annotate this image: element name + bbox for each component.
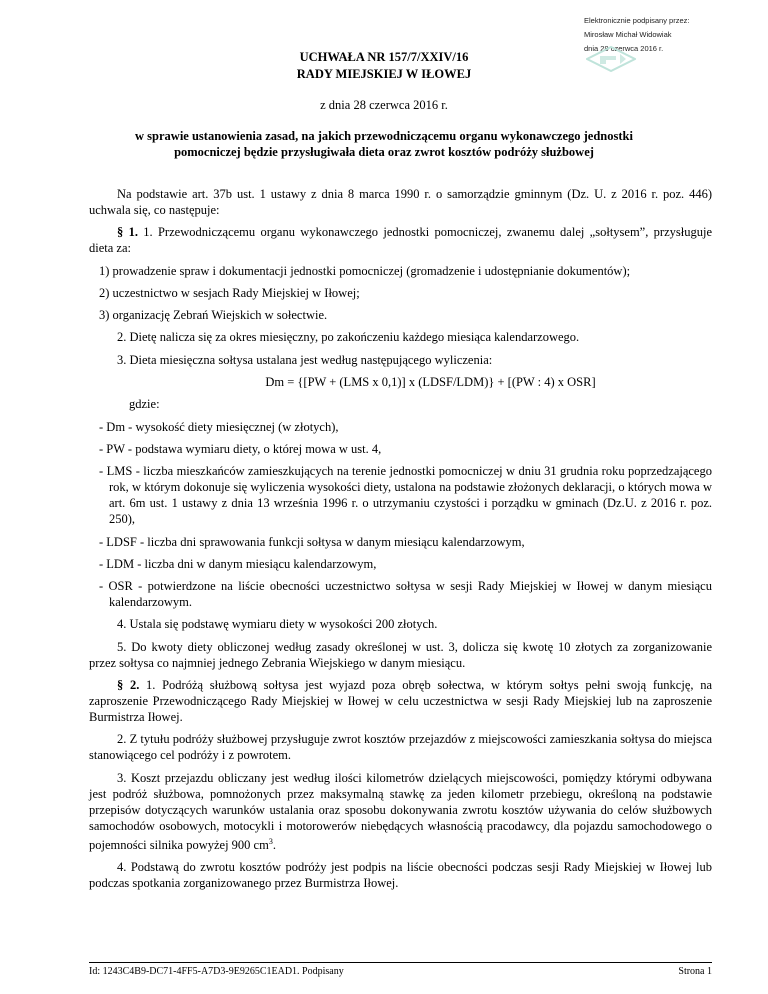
resolution-title <box>0 49 768 83</box>
section-1-paragraph-1-text: 1. Przewodniczącemu organu wykonawczego jednostki pomocniczej, zwanemu dalej „sołtysem”, przysługuje dieta za: <box>89 225 712 256</box>
list-item-3: 3) organizację Zebrań Wiejskich w sołectwie. <box>99 308 328 323</box>
legal-basis-paragraph: Na podstawie art. 37b ust. 1 ustawy z dnia 8 marca 1990 r. o samorządzie gminnym (Dz. U. z 2016 r. poz. 446) uchwala się, co następuje: <box>89 187 712 217</box>
definition-ldm: - LDM - liczba dni w danym miesiącu kalendarzowym, <box>99 556 377 571</box>
document-body <box>89 186 712 897</box>
cubic-superscript: 3 <box>268 836 273 846</box>
subject-line-1: w sprawie ustanowienia zasad, na jakich przewodniczącemu organu wykonawczego jednostki <box>135 129 633 143</box>
definition-lms: - LMS - liczba mieszkańców zamieszkujących na terenie jednostki pomocniczej w dniu 31 grudnia roku poprzedzającego rok, w którym dokonuje się wyliczenia wysokości diety, ustalona na podstawie złożonych deklaracji, o których mowa w art. 6m ust. 1 ustawy z dnia 13 września 1996 r. o utrzymaniu czystości i porządku w gminach (Dz.U. z 2016 r. poz. 250), <box>99 464 712 527</box>
resolution-subject <box>0 128 768 160</box>
list-item-2: 2) uczestnictwo w sesjach Rady Miejskiej w Iłowej; <box>99 285 360 300</box>
section-2-paragraph-4: 4. Podstawą do zwrotu kosztów podróży jest podpis na liście obecności podczas sesji Rady Miejskiej w Iłowej lub podczas spotkania zorganizowanego przez Burmistrza Iłowej. <box>89 860 712 891</box>
section-1-paragraph-2: 2. Dietę nalicza się za okres miesięczny, po zakończeniu każdego miesiąca kalendarzowego. <box>117 330 580 345</box>
diet-formula: Dm = {[PW + (LMS x 0,1)] x (LDSF/LDM)} + [(PW : 4) x OSR] <box>265 375 596 390</box>
section-1-paragraph-4: 4. Ustala się podstawę wymiaru diety w wysokości 200 złotych. <box>117 617 438 632</box>
definition-dm: - Dm - wysokość diety miesięcznej (w złotych), <box>99 419 339 434</box>
title-line-2: RADY MIEJSKIEJ W IŁOWEJ <box>296 67 472 81</box>
definition-ldsf: - LDSF - liczba dni sprawowania funkcji sołtysa w danym miesiącu kalendarzowym, <box>99 534 525 549</box>
footer-divider <box>89 962 712 963</box>
section-2-paragraph-3 <box>89 770 712 853</box>
document-id: Id: 1243C4B9-DC71-4FF5-A7D3-9E9265C1EAD1. Podpisany <box>89 966 344 977</box>
signature-line-2: Mirosław Michał Widowiak <box>584 30 672 39</box>
resolution-date: z dnia 28 czerwca 2016 r. <box>320 98 448 112</box>
list-item-1: 1) prowadzenie spraw i dokumentacji jednostki pomocniczej (gromadzenie i udostępnianie dokumentów); <box>99 263 631 278</box>
section-2-paragraph-2: 2. Z tytułu podróży służbowej przysługuje zwrot kosztów przejazdów z miejscowości zamieszkania sołtysa do miejsca stanowiącego cel podróży i z powrotem. <box>89 732 712 763</box>
definition-pw: - PW - podstawa wymiaru diety, o której mowa w ust. 4, <box>99 441 382 456</box>
section-2-mark: § 2. <box>117 678 140 693</box>
section-2-paragraph-1-text: 1. Podróżą służbową sołtysa jest wyjazd poza obręb sołectwa, w którym sołtys pełni swoją funkcję, na zaproszenie Przewodniczącego Rady Miejskiej w Iłowej w celu uczestnictwa w sesji Rady Miejskiej lub na zaproszenie Burmistrza Iłowej. <box>89 678 712 725</box>
section-2-paragraph-1 <box>89 677 712 725</box>
page-number: Strona 1 <box>678 966 712 977</box>
section-1-paragraph-3: 3. Dieta miesięczna sołtysa ustalana jest według następującego wyliczenia: <box>117 352 493 367</box>
section-2-paragraph-3-text: 3. Koszt przejazdu obliczany jest według ilości kilometrów dzielących miejscowości, pomiędzy którymi odbywana jest podróż służbowa, pomnożonych przez maksymalną stawkę za jeden kilometr przebiegu, określoną na podstawie przepisów dotyczących warunków ustalania oraz sposobu dokonywania zwrotu kosztów używania do celów służbowych samochodów osobowych, motocykli i motorowerów niebędących własnością pracodawcy, dla pojazdu samochodowego o pojemności silnika powyżej 900 cm <box>89 770 712 852</box>
subject-line-2: pomocniczej będzie przysługiwała dieta oraz zwrot kosztów podróży służbowej <box>174 145 594 159</box>
section-1-paragraph-5: 5. Do kwoty diety obliczonej według zasady określonej w ust. 3, dolicza się kwotę 10 złotych za zorganizowanie przez sołtysa co najmniej jednego Zebrania Wiejskiego w danym miesiącu. <box>89 639 712 670</box>
signature-line-3: dnia 28 czerwca 2016 r. <box>584 44 664 53</box>
definition-osr: - OSR - potwierdzone na liście obecności uczestnictwo sołtysa w sesji Rady Miejskiej w Iłowej w danym miesiącu kalendarzowym. <box>99 579 712 610</box>
signature-line-1: Elektronicznie podpisany przez: <box>584 16 690 25</box>
title-line-1: UCHWAŁA NR 157/7/XXIV/16 <box>299 50 469 64</box>
section-1-mark: § 1. <box>117 225 138 240</box>
section-1-paragraph-1 <box>89 224 712 256</box>
where-label: gdzie: <box>129 397 160 412</box>
section-2-paragraph-3-end: . <box>272 837 276 852</box>
